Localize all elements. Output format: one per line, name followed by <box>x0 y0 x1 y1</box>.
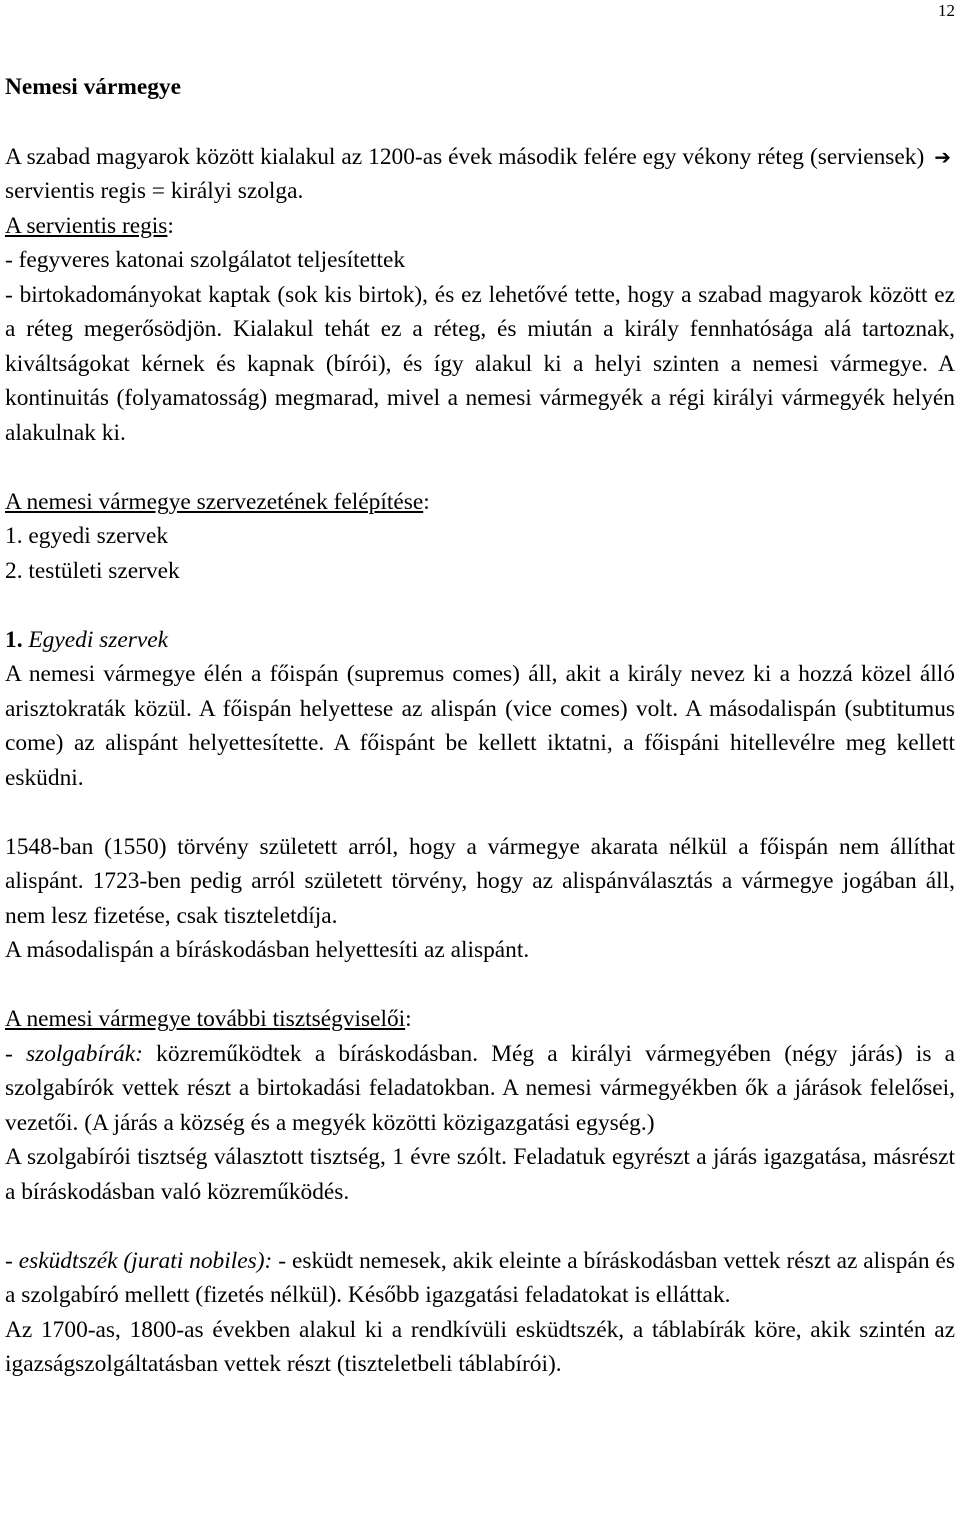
eskudtszek-text: - esküdt nemesek, akik eleinte a bíráskodásban vettek részt az alispán és a szolgabíró mellett (fizetés nélkül). Később igazgatási feladatokat is elláttak. <box>5 1247 955 1308</box>
dash: - <box>5 1247 19 1274</box>
section-number: 1. <box>5 626 23 653</box>
law-paragraph: 1548-ban (1550) törvény született arról, hogy a vármegye akarata nélkül a főispán nem állíthat alispánt. 1723-ben pedig arról született törvény, hogy az alispánválasztás a vármegye jogában áll, nem lesz fizetése, csak tiszteletdíja. <box>5 833 955 929</box>
section-title: Egyedi szervek <box>22 626 169 653</box>
szolgabirak-term: szolgabírák: <box>25 1040 143 1067</box>
egyedi-paragraph: A nemesi vármegye élén a főispán (supremus comes) áll, akit a király nevez ki a hozzá közel álló arisztokraták közül. A főispán helyettese az alispán (vice comes) volt. A másodalispán (subtitumus come) az alispánt helyettesítette. A főispánt be kellett iktatni, a főispáni hitellevélre meg kellett esküdni. <box>5 661 955 791</box>
page-number: 12 <box>938 1 955 20</box>
list-item: - birtokadományokat kaptak (sok kis birtok), és ez lehetővé tette, hogy a szabad magyarok között ez a réteg megerősödjön. Kialakul tehát ez a réteg, és miután a király fennhatósága alá tartoznak, kiváltságokat kérnek és kapnak (bírói), és így alakul ki a helyi szinten a nemesi vármegye. A kontinuitás (folyamatosság) megmarad, mivel a nemesi vármegyék a régi királyi vármegyék helyén alakulnak ki. <box>5 281 955 446</box>
servientis-heading-line <box>5 209 955 244</box>
eskudtszek-term: esküdtszék (jurati nobiles): <box>18 1247 273 1274</box>
document-body <box>5 70 955 1382</box>
szolgabirak-text: közreműködtek a bíráskodásban. Még a királyi vármegyében (négy járás) is a szolgabírók vettek részt a birtokadási feladatokban. A nemesi vármegyékben ők a járások felelősei, vezetői. (A járás a község és a megyék közötti közigazgatási egység.) <box>5 1040 955 1136</box>
right-arrow-icon: ➔ <box>934 144 951 169</box>
eskudtszek-paragraph <box>5 1244 955 1313</box>
servientis-colon: : <box>167 212 174 239</box>
page-title: Nemesi vármegye <box>5 74 182 100</box>
list-item: 2. testületi szervek <box>5 557 180 584</box>
szolgabiroi-paragraph: A szolgabírói tisztség választott tisztség, 1 évre szólt. Feladatuk egyrészt a járás igazgatása, másrészt a bíráskodásban való közreműködés. <box>5 1144 955 1205</box>
list-item: 1. egyedi szervek <box>5 523 169 549</box>
intro-text-end: servientis regis = királyi szolga. <box>5 178 304 204</box>
szolgabirak-paragraph <box>5 1037 955 1141</box>
officials-colon: : <box>405 1006 412 1032</box>
section-heading-egyedi <box>5 623 955 658</box>
structure-heading-line <box>5 485 955 520</box>
officials-heading: A nemesi vármegye további tisztségviselői <box>5 1006 406 1032</box>
servientis-heading: A servientis regis <box>5 212 168 239</box>
intro-paragraph <box>5 140 955 209</box>
structure-colon: : <box>423 488 430 515</box>
tablabirak-paragraph: Az 1700-as, 1800-as években alakul ki a rendkívüli esküdtszék, a táblabírák köre, akik szintén az igazságszolgáltatásban vettek részt (tiszteletbeli táblabírói). <box>5 1316 955 1377</box>
intro-text: A szabad magyarok között kialakul az 1200-as évek második felére egy vékony réteg (serviensek) <box>5 143 925 170</box>
list-item: - fegyveres katonai szolgálatot teljesítettek <box>5 247 406 273</box>
structure-heading: A nemesi vármegye szervezetének felépítése <box>5 488 424 515</box>
officials-heading-line <box>5 1002 955 1037</box>
masodalispan-paragraph: A másodalispán a bíráskodásban helyettesíti az alispánt. <box>5 937 530 963</box>
dash: - <box>5 1040 26 1067</box>
